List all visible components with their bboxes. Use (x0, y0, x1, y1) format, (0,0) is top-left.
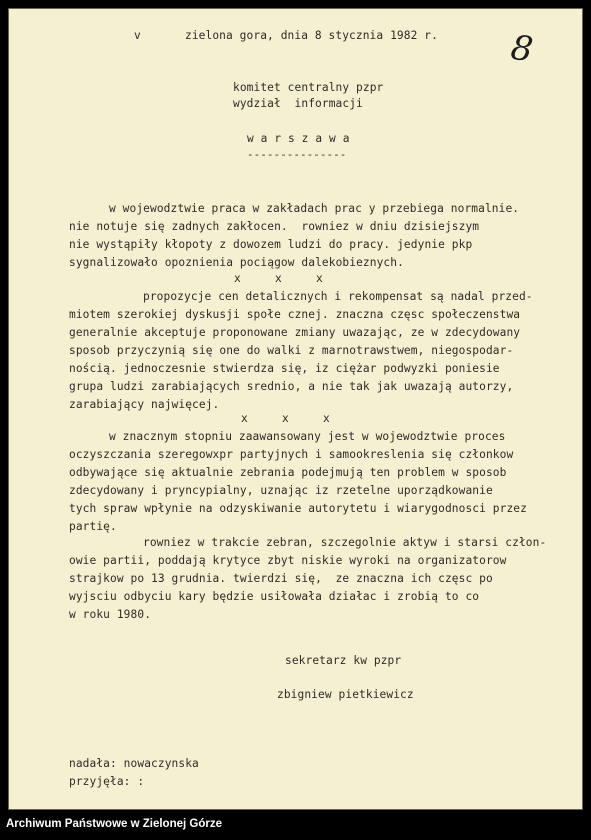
signature-role: sekretarz kw pzpr (285, 654, 402, 667)
p4-line2: owie partii, poddają krytyce zbyt niskie wyroki na organizatorow (69, 554, 507, 567)
p1-line3: nie wystąpiły kłopoty z dowozem ludzi do pracy. jedynie pkp (69, 238, 473, 251)
p1-line2: nie notuje się zadnych zakłocen. rowniez w dniu dzisiejszym (69, 220, 480, 233)
p2-line3: generalnie akceptuje proponowane zmiany uwazając, ze w zdecydowany (69, 326, 521, 339)
p2-line1: propozycje cen detalicznych i rekompensat są nadal przed- (143, 290, 533, 303)
p2-line7: zarabiający najwięcej. (69, 398, 220, 411)
separator-2: x x x (241, 412, 330, 425)
addressee-line2: wydział informacji (233, 97, 363, 110)
p3-line6: partię. (69, 520, 117, 533)
p1-line4: sygnalizowało opoznienia pociągow dalekobieznych. (69, 256, 404, 269)
p4-line5: w roku 1980. (69, 608, 152, 621)
p1-line1: w wojewodztwie praca w zakładach prac y przebiega normalnie. (109, 202, 520, 215)
addressee-city: w a r s z a w a (247, 132, 350, 145)
p2-line4: sposob przyczynią się one do walki z marnotrawstwem, niegospodar- (69, 344, 514, 357)
archive-footer: Archiwum Państwowe w Zielonej Górze (6, 818, 222, 830)
p2-line5: nością. jednoczesnie stwierdza się, iz ciężar podwyzki poniesie (69, 362, 500, 375)
p4-line4: wyjsciu odbyciu kary będzie usiłowała działac i zrobią to co (69, 590, 480, 603)
v-mark: v (134, 29, 141, 42)
city-underline: --------------- (247, 148, 347, 161)
sent-by: nadała: nowaczynska (69, 757, 199, 770)
separator-1: x x x (234, 272, 323, 285)
p4-line1: rowniez w trakcie zebran, szczegolnie aktyw i starsi człon- (143, 536, 547, 549)
p4-line3: strajkow po 13 grudnia. twierdzi się, ze znaczna ich częsc po (69, 572, 493, 585)
place-date: zielona gora, dnia 8 stycznia 1982 r. (185, 29, 438, 42)
handwritten-page-number: 8 (508, 27, 536, 71)
p2-line2: miotem szerokiej dyskusji społe cznej. znaczna częsc społeczenstwa (69, 308, 521, 321)
addressee-line1: komitet centralny pzpr (233, 81, 384, 94)
p3-line1: w znacznym stopniu zaawansowany jest w wojewodztwie proces (109, 430, 506, 443)
signature-name: zbigniew pietkiewicz (277, 688, 414, 701)
p3-line4: zdecydowany i pryncypialny, uznając iz rzetelne uporządkowanie (69, 484, 493, 497)
p3-line3: odbywające się aktualnie zebrania podejmują ten problem w sposob (69, 466, 507, 479)
received-by: przyjęła: : (69, 775, 145, 788)
document-page (8, 8, 583, 810)
p2-line6: grupa ludzi zarabiających srednio, a nie tak jak uwazają autorzy, (69, 380, 514, 393)
p3-line5: tych spraw wpłynie na odzyskiwanie autorytetu i wiarygodnosci przez (69, 502, 527, 515)
p3-line2: oczyszczania szeregowxpr partyjnych i samookreslenia się członkow (69, 448, 514, 461)
